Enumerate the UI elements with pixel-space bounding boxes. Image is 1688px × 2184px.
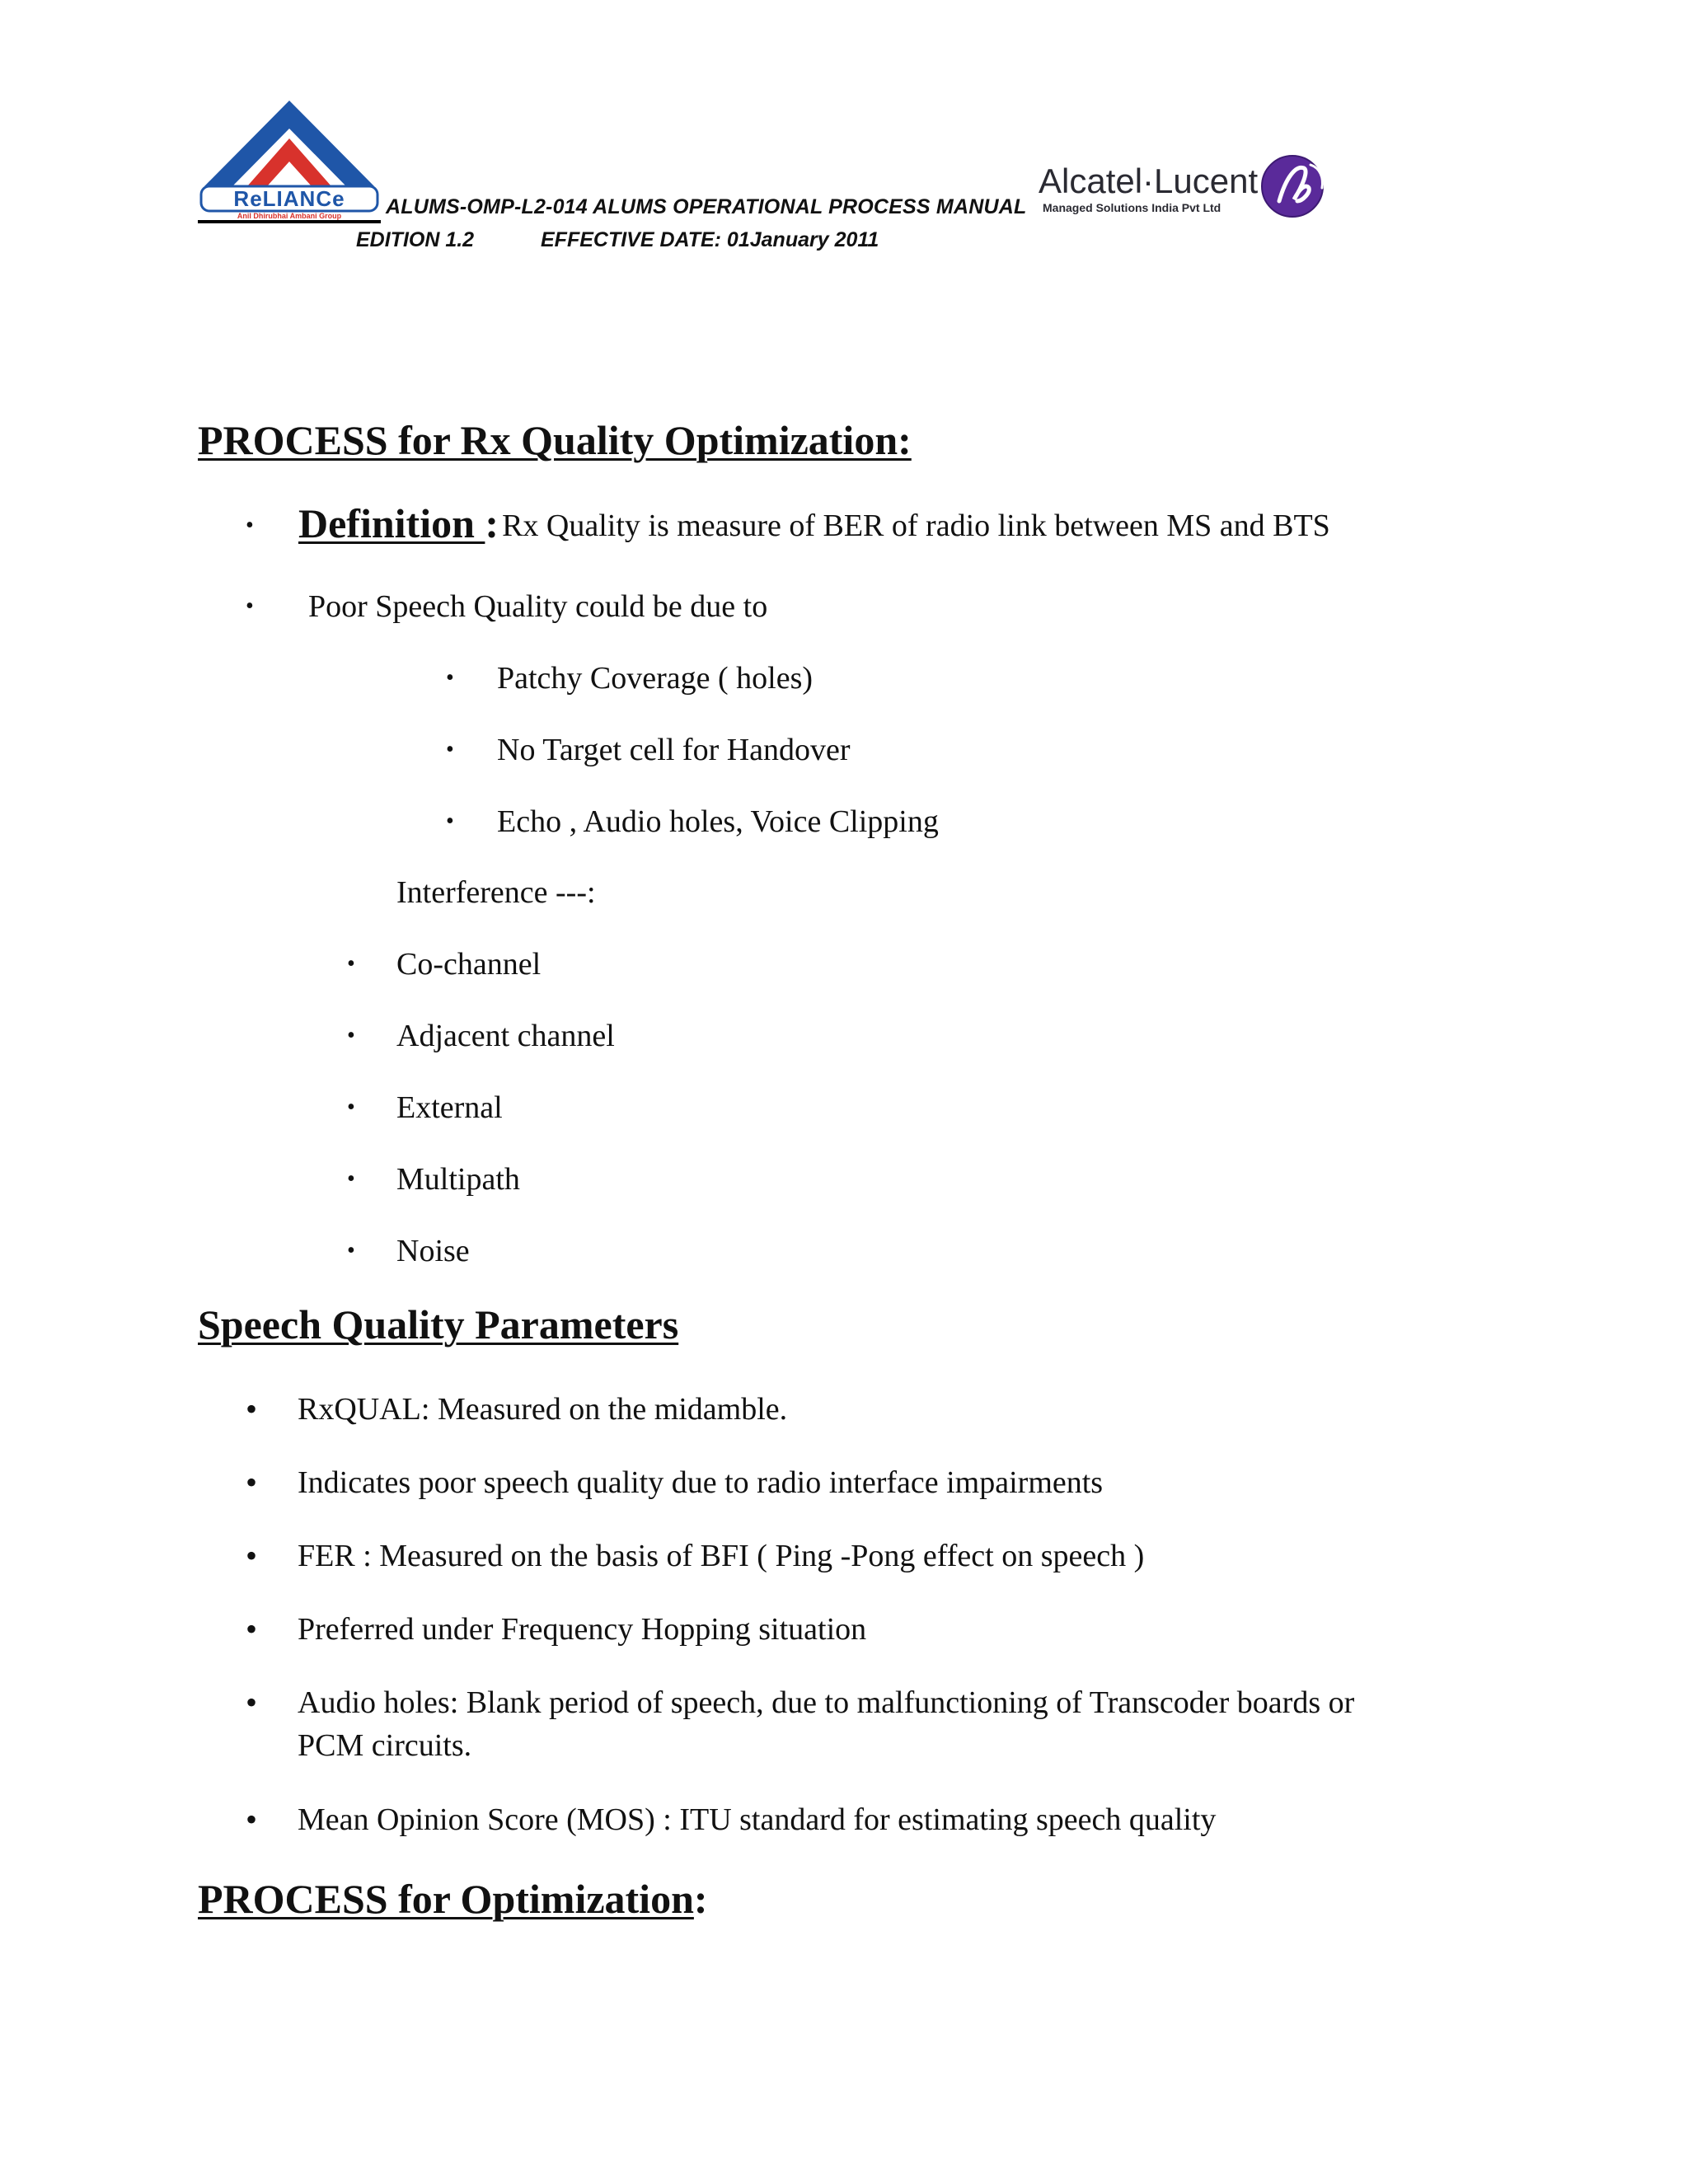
interference-item: Co-channel	[396, 947, 542, 982]
bullet-icon: •	[246, 1464, 258, 1501]
bullet-icon: •	[246, 1684, 258, 1721]
section-title-optimization	[198, 1875, 708, 1923]
bullet-icon: •	[246, 593, 254, 619]
interference-item: Adjacent channel	[396, 1019, 615, 1053]
bullet-icon: •	[446, 665, 454, 691]
cause-item: Echo , Audio holes, Voice Clipping	[497, 804, 939, 839]
alcatel-lucent-subtitle: Managed Solutions India Pvt Ltd	[1043, 201, 1221, 214]
bullet-icon: •	[246, 1390, 258, 1427]
parameter-item: Audio holes: Blank period of speech, due to malfunctioning of Transcoder boards or	[298, 1685, 1355, 1720]
interference-label: Interference ---:	[396, 875, 596, 910]
parameter-item: Mean Opinion Score (MOS) : ITU standard for estimating speech quality	[298, 1802, 1217, 1837]
interference-item: Noise	[396, 1234, 470, 1268]
bullet-icon: •	[347, 951, 355, 977]
effective-date: EFFECTIVE DATE: 01January 2011	[541, 228, 879, 251]
parameter-item: Indicates poor speech quality due to radio interface impairments	[298, 1465, 1104, 1500]
reliance-tagline-text: Anil Dhirubhai Ambani Group	[237, 212, 342, 220]
alcatel-lucent-name: Alcatel·Lucent	[1039, 162, 1259, 200]
section-title-rx-quality: PROCESS for Rx Quality Optimization:	[198, 417, 912, 463]
manual-title: ALUMS-OMP-L2-014 ALUMS OPERATIONAL PROCESS MANUAL	[386, 195, 1027, 218]
definition-text: Rx Quality is measure of BER of radio link between MS and BTS	[502, 509, 1330, 543]
bullet-icon: •	[347, 1166, 355, 1192]
bullet-icon: •	[446, 737, 454, 762]
bullet-icon: •	[246, 1801, 258, 1838]
parameter-item-continuation: PCM circuits.	[298, 1728, 472, 1763]
cause-item: Patchy Coverage ( holes)	[497, 661, 814, 696]
bullet-icon: •	[446, 808, 454, 834]
parameter-item: FER : Measured on the basis of BFI ( Ping -Pong effect on speech )	[298, 1539, 1145, 1573]
parameter-item: Preferred under Frequency Hopping situation	[298, 1612, 867, 1647]
edition-label: EDITION 1.2	[356, 228, 475, 251]
parameter-item: RxQUAL: Measured on the midamble.	[298, 1392, 788, 1427]
bullet-icon: •	[347, 1094, 355, 1120]
poor-speech-line: Poor Speech Quality could be due to	[308, 589, 768, 624]
bullet-icon: •	[246, 1537, 258, 1574]
bullet-icon: •	[347, 1238, 355, 1263]
definition-line	[298, 499, 1330, 547]
interference-item: External	[396, 1090, 503, 1125]
section-title-optimization-text: PROCESS for Optimization	[198, 1876, 694, 1922]
reliance-brand-text: ReLIANCe	[233, 186, 345, 211]
bullet-icon: •	[347, 1023, 355, 1048]
interference-item: Multipath	[396, 1162, 520, 1197]
bullet-icon: •	[246, 513, 254, 538]
section-title-speech-quality: Speech Quality Parameters	[198, 1301, 679, 1347]
definition-colon: :	[485, 500, 499, 546]
definition-label: Definition	[298, 500, 485, 546]
reliance-logo	[198, 97, 381, 221]
bullet-icon: •	[246, 1610, 258, 1647]
header-rule	[198, 220, 381, 223]
alcatel-lucent-logo	[1261, 153, 1327, 219]
section-title-colon: :	[693, 1876, 708, 1922]
cause-item: No Target cell for Handover	[497, 733, 851, 767]
